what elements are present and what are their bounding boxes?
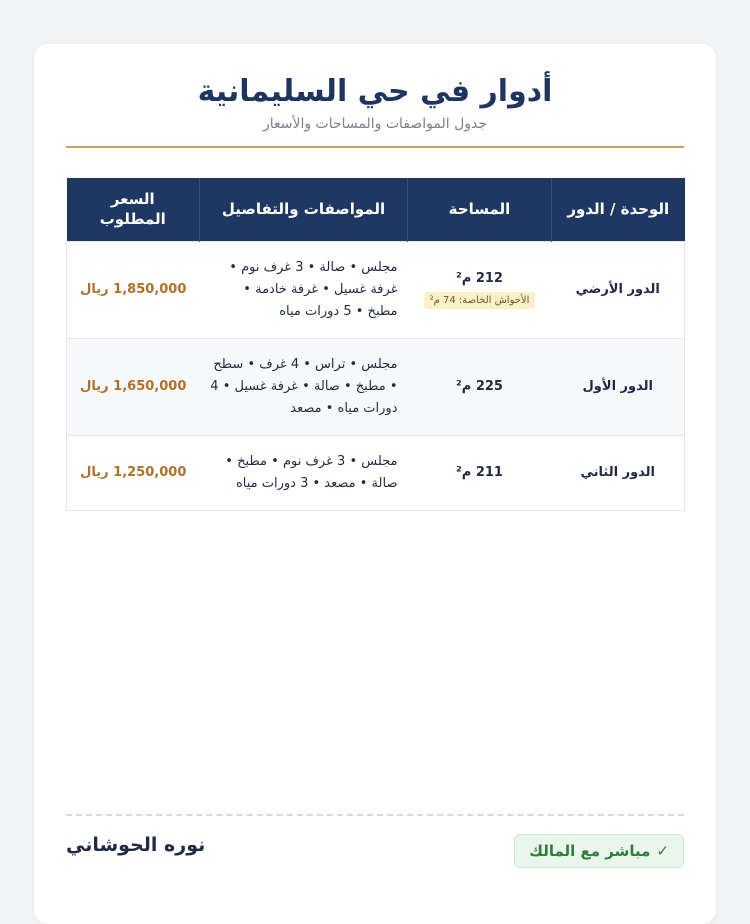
table-row [67, 338, 685, 435]
yard-area-badge: الأحواش الخاصة: 74 م² [424, 292, 536, 309]
price-cell: 1,650,000 ريال [67, 338, 200, 435]
owner-name: نوره الحوشاني [66, 834, 206, 856]
table-header-row [67, 178, 685, 241]
specs-cell: مجلس • صالة • 3 غرف نوم • غرفة غسيل • غرفة خادمة • مطبخ • 5 دورات مياه [200, 241, 408, 338]
column-header-unit: الوحدة / الدور [552, 178, 685, 241]
column-header-area: المساحة [408, 178, 552, 241]
units-table [66, 178, 685, 511]
checkmark-icon: ✓ [656, 842, 669, 860]
listing-card [34, 44, 716, 924]
direct-owner-label: مباشر مع المالك [529, 842, 651, 860]
footer-divider [66, 814, 684, 816]
area-value: 225 م² [456, 379, 503, 394]
title-divider [66, 146, 684, 148]
page-title: أدوار في حي السليمانية [197, 74, 553, 109]
unit-cell: الدور الثاني [552, 435, 685, 510]
direct-owner-badge [514, 834, 684, 868]
area-cell [408, 338, 552, 435]
table-row [67, 435, 685, 510]
area-cell [408, 241, 552, 338]
price-cell: 1,850,000 ريال [67, 241, 200, 338]
unit-cell: الدور الأرضي [552, 241, 685, 338]
column-header-specs: المواصفات والتفاصيل [200, 178, 408, 241]
specs-cell: مجلس • 3 غرف نوم • مطبخ • صالة • مصعد • 3 دورات مياه [200, 435, 408, 510]
area-cell [408, 435, 552, 510]
column-header-price: السعر المطلوب [67, 178, 200, 241]
specs-cell: مجلس • تراس • 4 غرف • سطح • مطبخ • صالة • غرفة غسيل • 4 دورات مياه • مصعد [200, 338, 408, 435]
table-row [67, 241, 685, 338]
area-value: 211 م² [456, 465, 503, 480]
area-value: 212 م² [456, 270, 503, 286]
price-cell: 1,250,000 ريال [67, 435, 200, 510]
page-subtitle: جدول المواصفات والمساحات والأسعار [262, 116, 488, 132]
unit-cell: الدور الأول [552, 338, 685, 435]
